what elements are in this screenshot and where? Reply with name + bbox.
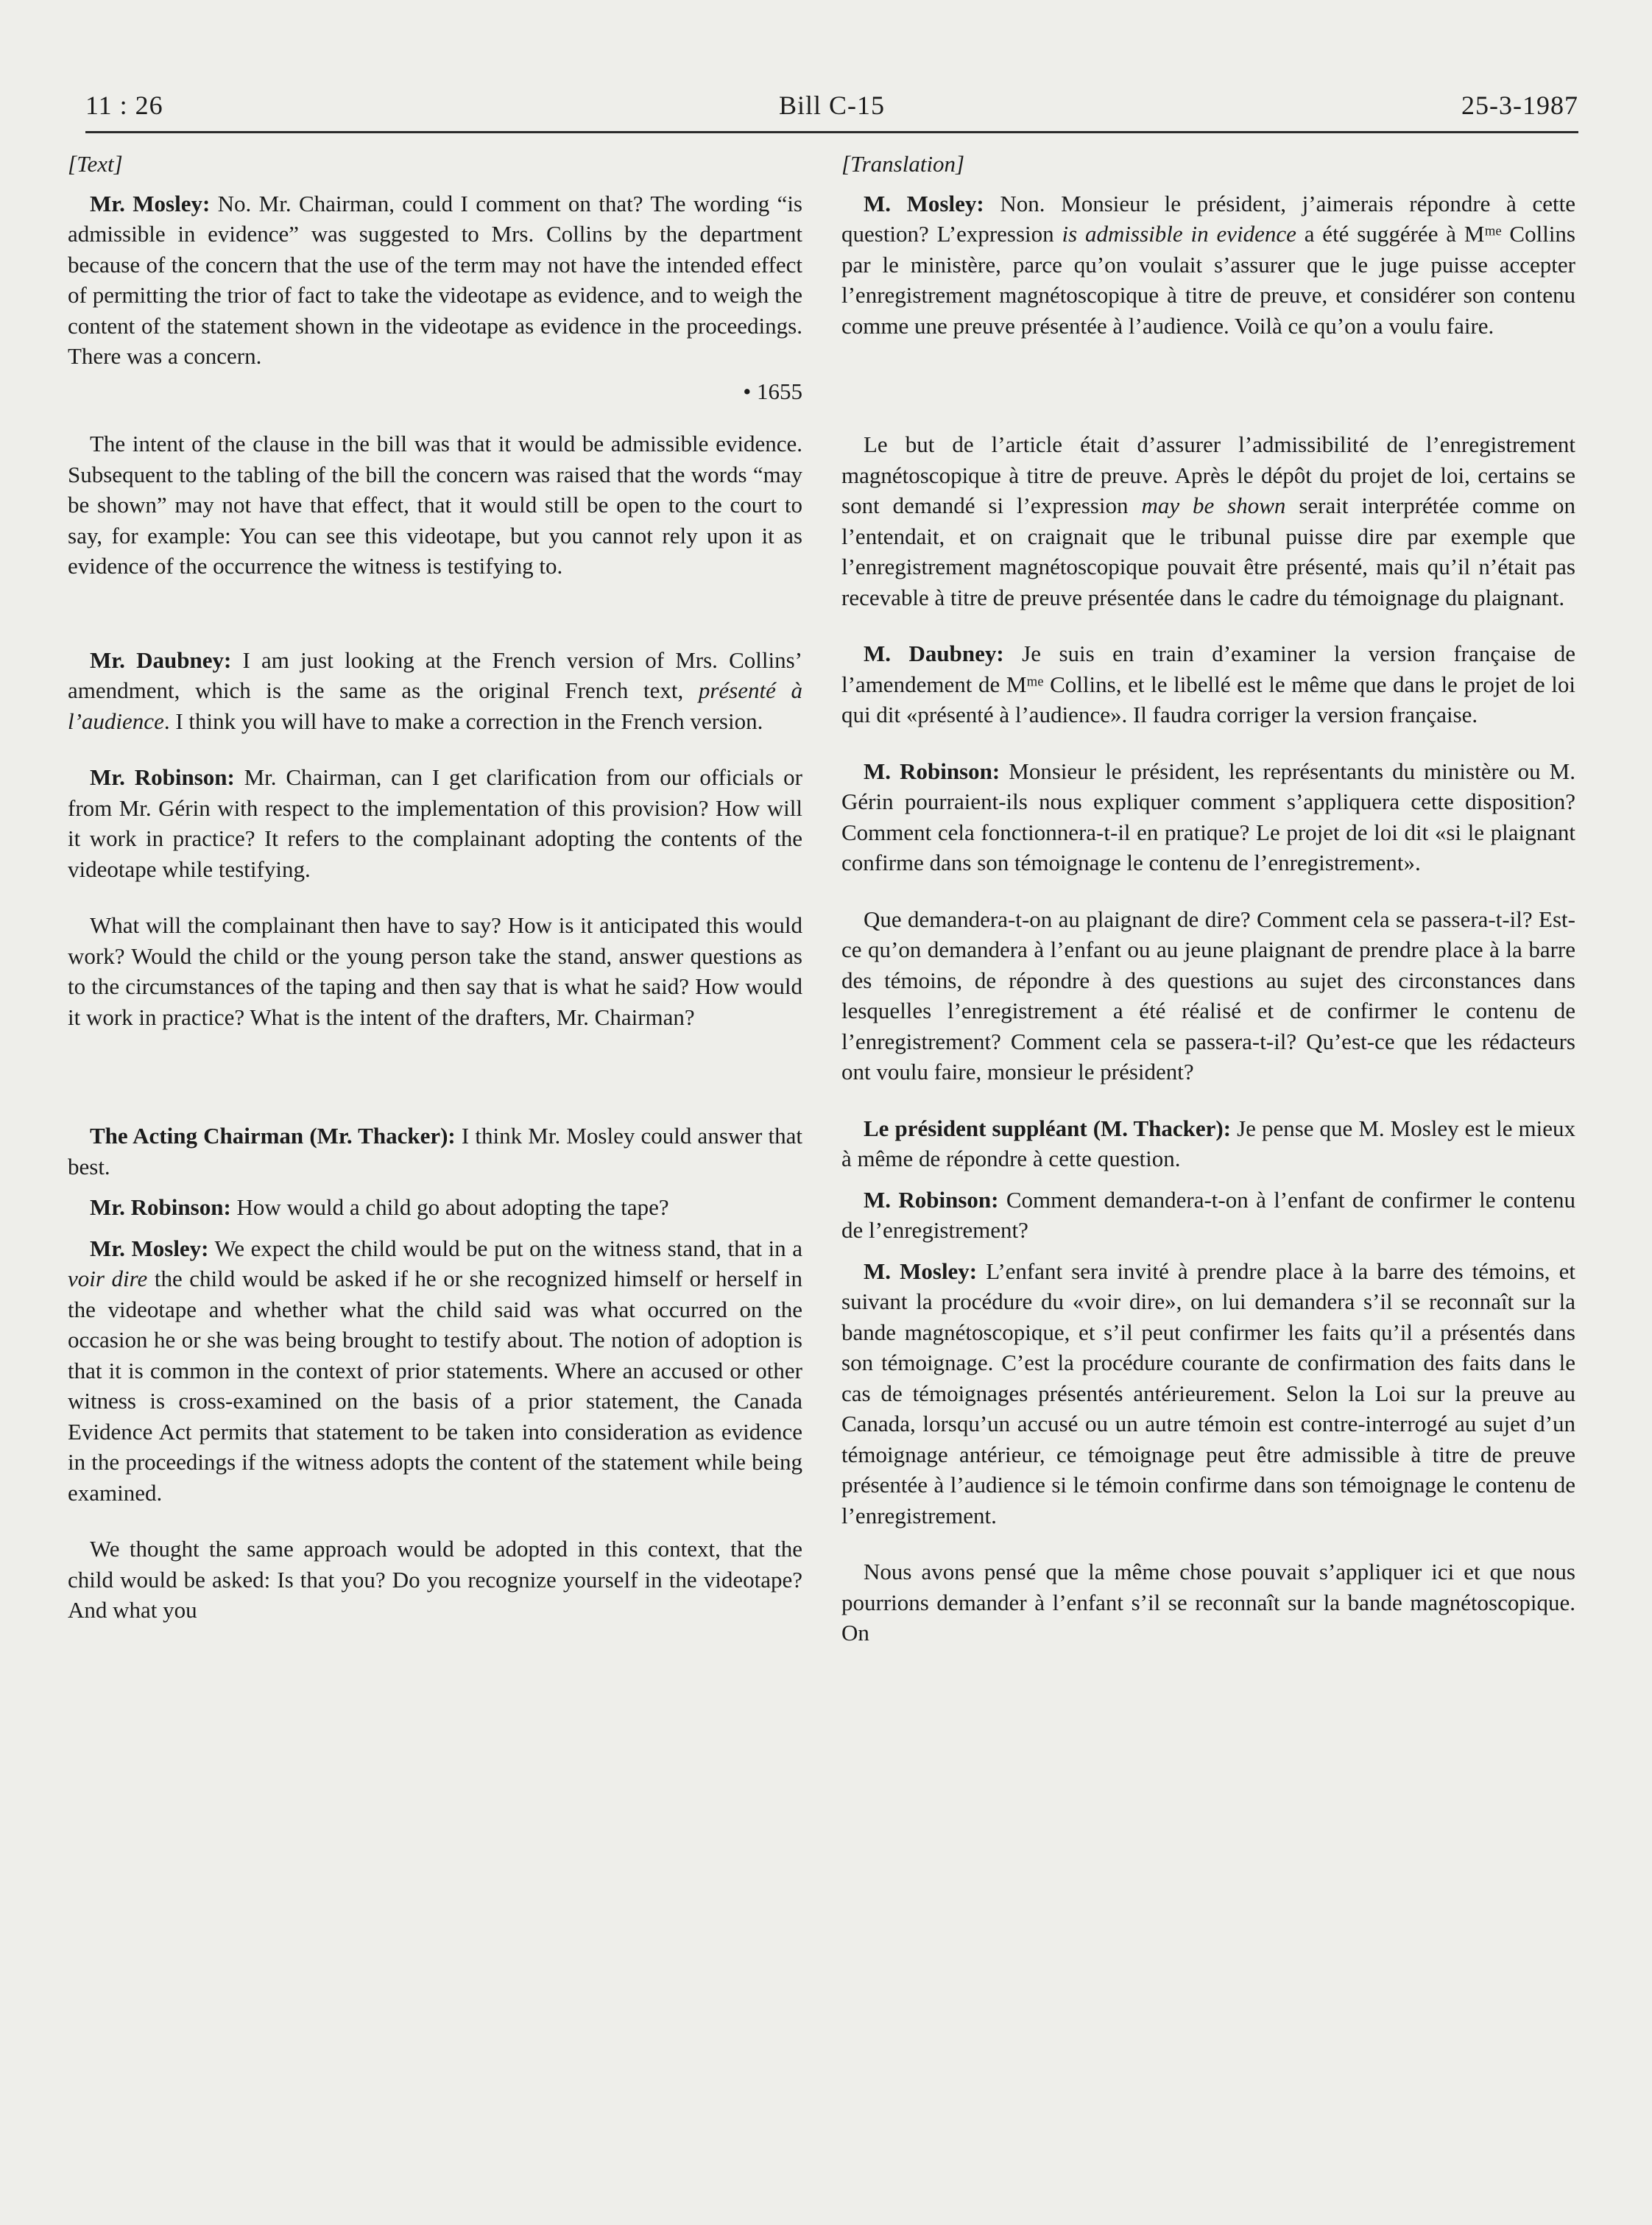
paragraph: Que demandera-t-on au plaignant de dire? Comment cela se passera-t-il? Est-ce qu’on demandera à l’enfant ou au jeune plaignant de prendre place à la barre des témoins, de répondre à des questions au sujet des circonstances dans lesquelles l’enregistrement a été réalisé et de confirmer le contenu de l’enregistrement? Comment cela se passera-t-il? Qu’est-ce que les rédacteurs ont voulu faire, monsieur le président? bbox=[841, 906, 1575, 1085]
paragraph bbox=[68, 762, 802, 884]
speech-text: L’enfant sera invité à prendre place à la barre des témoins, et suivant la procédure du «voir dire», on lui demandera s’il se reconnaît sur la bande magnétoscopique, et s’il peut confirmer les faits qu’il a présentés dans son témoignage. C’est la procédure courante de confirmation des faits dans le cas de témoignages présentés antérieurement. Selon la Loi sur la preuve au Canada, lorsqu’un accusé ou un autre témoin est contre-interrogé au sujet d’un témoignage antérieur, ce témoignage peut être admissible à titre de preuve présentée à l’audience si le témoin confirme dans son témoignage le contenu de l’enregistrement. bbox=[841, 1258, 1575, 1528]
speech-text: Non. Monsieur le président, j’aimerais répondre à cette question? L’expression bbox=[841, 190, 1575, 247]
speaker-name: M. Mosley: bbox=[864, 190, 984, 216]
bill-title: Bill C-15 bbox=[778, 91, 886, 120]
speech-text: a été suggérée à Mᵐᵉ Collins par le ministère, parce qu’on voulait s’assurer que le juge puisse accepter l’enregistrement magnétoscopique à titre de preuve, et considérer son contenu comme une preuve présentée à l’audience. Voilà ce qu’on a voulu faire. bbox=[841, 221, 1575, 339]
paragraph bbox=[68, 1233, 802, 1509]
paragraph bbox=[68, 645, 802, 737]
speech-text: How would a child go about adopting the tape? bbox=[230, 1194, 669, 1220]
emphasis: may be shown bbox=[1141, 493, 1286, 518]
speaker-name: Mr. Daubney: bbox=[90, 646, 232, 673]
paragraph bbox=[68, 188, 802, 372]
emphasis: voir dire bbox=[68, 1266, 148, 1291]
paragraph bbox=[841, 756, 1575, 878]
emphasis: is admissible in evidence bbox=[1062, 221, 1296, 247]
speaker-name: Mr. Robinson: bbox=[90, 1194, 231, 1220]
speech-text: Comment demandera-t-on à l’enfant de confirmer le contenu de l’enregistrement? bbox=[841, 1186, 1575, 1243]
paragraph bbox=[841, 188, 1575, 342]
paragraph bbox=[841, 638, 1575, 730]
speech-text: . I think you will have to make a correction in the French version. bbox=[163, 708, 763, 734]
paragraph bbox=[68, 1192, 802, 1223]
paragraph bbox=[841, 1113, 1575, 1174]
paragraph: The intent of the clause in the bill was that it would be admissible evidence. Subsequent to the tabling of the bill the concern was raised that the words “may be shown” may not have that effect, that it would still be open to the court to say, for example: You can see this videotape, but you cannot rely upon it as evidence of the occurrence the witness is testifying to. bbox=[68, 431, 802, 579]
speaker-name: Le président suppléant (M. Thacker): bbox=[864, 1115, 1232, 1141]
speech-text: No. Mr. Chairman, could I comment on that? The wording “is admissible in evidence” was suggested to Mrs. Collins by the department because of the concern that the use of the term may not have the intended effect of permitting the trior of fact to take the videotape as evidence, and to weigh the content of the statement shown in the videotape as evidence in the proceedings. There was a concern. bbox=[68, 190, 803, 369]
speech-text: We expect the child would be put on the witness stand, that in a bbox=[208, 1235, 802, 1261]
paragraph bbox=[841, 429, 1575, 613]
speaker-name: M. Robinson: bbox=[864, 758, 1000, 784]
paragraph bbox=[841, 1256, 1575, 1531]
speech-text: the child would be asked if he or she recognized himself or herself in the videotape and whether what the child said was what occurred on the occasion he or she was being brought to testify about. The notion of adoption is that it is common in the context of prior statements. Where an accused or other witness is cross-examined on the basis of a prior statement, the Canada Evidence Act permits that statement to be taken into consideration as evidence in the proceedings if the witness adopts the content of the statement while being examined. bbox=[68, 1266, 802, 1506]
paragraph: What will the complainant then have to say? How is it anticipated this would work? Would the child or the young person take the stand, answer questions as to the circumstances of the taping and then say that is what he said? How would it work in practice? What is the intent of the drafters, Mr. Chairman? bbox=[68, 912, 802, 1030]
paragraph bbox=[68, 1121, 802, 1182]
sitting-date: 25-3-1987 bbox=[1461, 91, 1578, 120]
paragraph: We thought the same approach would be adopted in this context, that the child would be asked: Is that you? Do you recognize yourself in the videotape? And what you bbox=[68, 1536, 802, 1623]
emphasis: présenté à l’audience bbox=[68, 677, 802, 734]
paragraph: Nous avons pensé que la même chose pouvait s’appliquer ici et que nous pourrions demander à l’enfant s’il se reconnaît sur la bande magnétoscopique. On bbox=[841, 1559, 1575, 1646]
speaker-name: The Acting Chairman (Mr. Thacker): bbox=[90, 1123, 456, 1149]
english-column bbox=[68, 149, 802, 1651]
paragraph bbox=[841, 1185, 1575, 1246]
page-number: 11 : 26 bbox=[85, 91, 163, 120]
text-label: [Text] bbox=[68, 151, 123, 177]
page-header bbox=[85, 87, 1578, 133]
speaker-name: M. Daubney: bbox=[864, 641, 1004, 666]
speech-text: Le but de l’article était d’assurer l’admissibilité de l’enregistrement magnétoscopique à titre de preuve. Après le dépôt du projet de loi, certains se sont demandé si l’expression bbox=[841, 431, 1575, 518]
speech-text: Monsieur le président, les représentants du ministère ou M. Gérin pourraient-ils nous expliquer comment s’appliquera cette disposition? Comment cela fonctionnera-t-il en pratique? Le projet de loi dit «si le plaignant confirme dans son témoignage le contenu de l’enregistrement». bbox=[841, 758, 1575, 875]
speech-text: I am just looking at the French version of Mrs. Collins’ amendment, which is the same as the original French text, bbox=[68, 646, 802, 703]
speech-text: serait interprétée comme on l’entendait, et on craignait que le tribunal puisse dire par exemple que l’enregistrement magnétoscopique pouvait être présenté, mais qu’il n’était pas recevable à titre de preuve présentée dans le cadre du témoignage du plaignant. bbox=[841, 493, 1575, 610]
timestamp: • 1655 bbox=[743, 378, 802, 404]
french-column bbox=[841, 149, 1575, 1674]
speech-text: I think Mr. Mosley could answer that best. bbox=[68, 1123, 802, 1180]
speaker-name: Mr. Mosley: bbox=[90, 1235, 209, 1261]
translation-label: [Translation] bbox=[841, 151, 965, 177]
speech-text: Je pense que M. Mosley est le mieux à même de répondre à cette question. bbox=[841, 1115, 1576, 1171]
speaker-name: Mr. Robinson: bbox=[90, 764, 235, 790]
speaker-name: Mr. Mosley: bbox=[90, 190, 211, 216]
speaker-name: M. Robinson: bbox=[864, 1186, 999, 1213]
speech-text: Mr. Chairman, can I get clarification from our officials or from Mr. Gérin with respect to the implementation of this provision? How will it work in practice? It refers to the complainant adopting the contents of the videotape while testifying. bbox=[68, 764, 802, 882]
speech-text: Je suis en train d’examiner la version française de l’amendement de Mᵐᵉ Collins, et le libellé est le même que dans le projet de loi qui dit «présenté à l’audience». Il faudra corriger la version française. bbox=[841, 641, 1575, 727]
speaker-name: M. Mosley: bbox=[864, 1258, 978, 1284]
